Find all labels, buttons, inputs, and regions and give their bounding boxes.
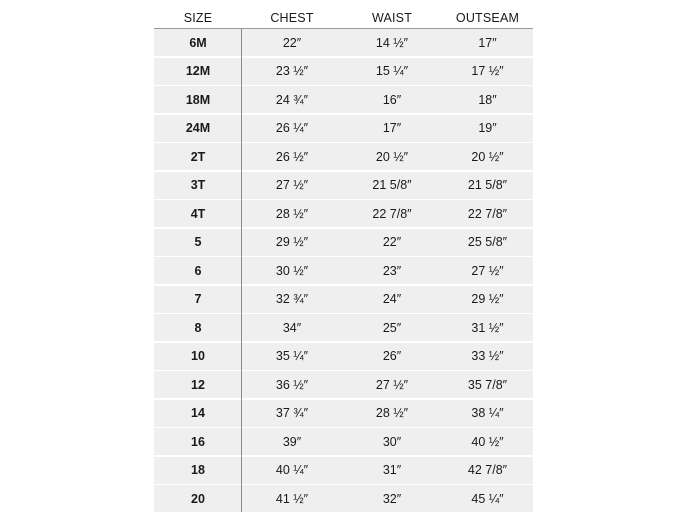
waist-cell: 24″ [382,292,402,306]
outseam-cell: 21 5/8″ [467,178,508,192]
column-header-chest: CHEST [270,11,314,25]
waist-cell: 30″ [382,434,402,449]
size-cell: 5 [194,235,202,249]
chest-cell: 34″ [282,320,302,335]
table-row [154,257,533,284]
table-row [154,200,533,227]
outseam-cell: 31 ½″ [471,320,504,335]
size-cell: 8 [194,320,202,335]
outseam-cell: 35 7/8″ [467,377,508,392]
chest-cell: 39″ [282,434,302,449]
table-row [154,371,533,398]
outseam-cell: 38 ¼″ [471,406,504,420]
waist-cell: 27 ½″ [375,377,409,392]
chest-cell: 29 ½″ [275,235,309,249]
table-row [154,115,533,142]
size-cell: 14 [191,406,205,420]
waist-cell: 22 7/8″ [372,206,412,221]
chest-cell: 28 ½″ [275,206,309,221]
size-cell: 3T [190,178,206,192]
size-cell: 16 [191,434,205,449]
size-chart-table [154,8,533,514]
outseam-cell: 27 ½″ [471,263,504,278]
chest-cell: 22″ [282,35,302,50]
waist-cell: 25″ [382,320,402,335]
size-cell: 12 [191,377,205,392]
waist-cell: 22″ [382,235,402,249]
chest-cell: 27 ½″ [275,178,309,192]
size-cell: 6 [194,263,202,278]
waist-cell: 15 ¼″ [375,64,409,78]
outseam-cell: 25 5/8″ [467,235,508,249]
outseam-cell: 17 ½″ [471,64,504,78]
size-cell: 7 [194,292,202,306]
outseam-cell: 22 7/8″ [467,206,508,221]
waist-cell: 26″ [382,349,402,363]
size-cell: 12M [185,64,211,78]
size-cell: 18 [191,463,205,477]
chest-cell: 37 ¾″ [275,406,309,420]
size-cell: 20 [191,491,205,506]
chest-cell: 40 ¼″ [275,463,309,477]
table-row [154,485,533,512]
waist-cell: 14 ½″ [375,35,409,50]
table-header [154,8,533,29]
chest-cell: 26 ¼″ [275,121,309,135]
waist-cell: 23″ [382,263,402,278]
chest-cell: 32 ¾″ [275,292,309,306]
chest-cell: 23 ½″ [275,64,309,78]
column-header-waist: WAIST [371,11,413,25]
table-row [154,457,533,484]
chest-cell: 41 ½″ [275,491,309,506]
size-cell: 18M [185,92,211,107]
waist-cell: 16″ [382,92,402,107]
waist-cell: 31″ [382,463,402,477]
outseam-cell: 40 ½″ [471,434,504,449]
size-cell: 2T [190,149,206,164]
table-row [154,86,533,113]
outseam-cell: 45 ¼″ [471,491,504,506]
table-row [154,314,533,341]
size-cell: 10 [191,349,205,363]
chest-cell: 30 ½″ [275,263,309,278]
table-row [154,286,533,313]
outseam-cell: 33 ½″ [471,349,504,363]
column-header-outseam: OUTSEAM [455,11,520,25]
outseam-cell: 20 ½″ [471,149,504,164]
table-row [154,29,533,56]
table-row [154,229,533,256]
table-row [154,428,533,455]
waist-cell: 28 ½″ [375,406,409,420]
outseam-cell: 19″ [478,121,497,135]
table-row [154,400,533,427]
table-body [154,29,533,512]
table-row [154,143,533,170]
chest-cell: 26 ½″ [275,149,309,164]
size-cell: 6M [189,35,207,50]
chest-cell: 24 ¾″ [275,92,309,107]
size-cell: 4T [190,206,206,221]
waist-cell: 17″ [382,121,402,135]
waist-cell: 32″ [382,491,402,506]
outseam-cell: 29 ½″ [471,292,504,306]
chest-cell: 36 ½″ [275,377,309,392]
table-row [154,172,533,199]
column-header-size: SIZE [183,11,213,25]
chest-cell: 35 ¼″ [275,349,309,363]
outseam-cell: 17″ [478,35,497,50]
waist-cell: 21 5/8″ [372,178,412,192]
table-row [154,343,533,370]
waist-cell: 20 ½″ [375,149,409,164]
outseam-cell: 42 7/8″ [467,463,508,477]
outseam-cell: 18″ [478,92,497,107]
table-row [154,58,533,85]
size-cell: 24M [185,121,211,135]
